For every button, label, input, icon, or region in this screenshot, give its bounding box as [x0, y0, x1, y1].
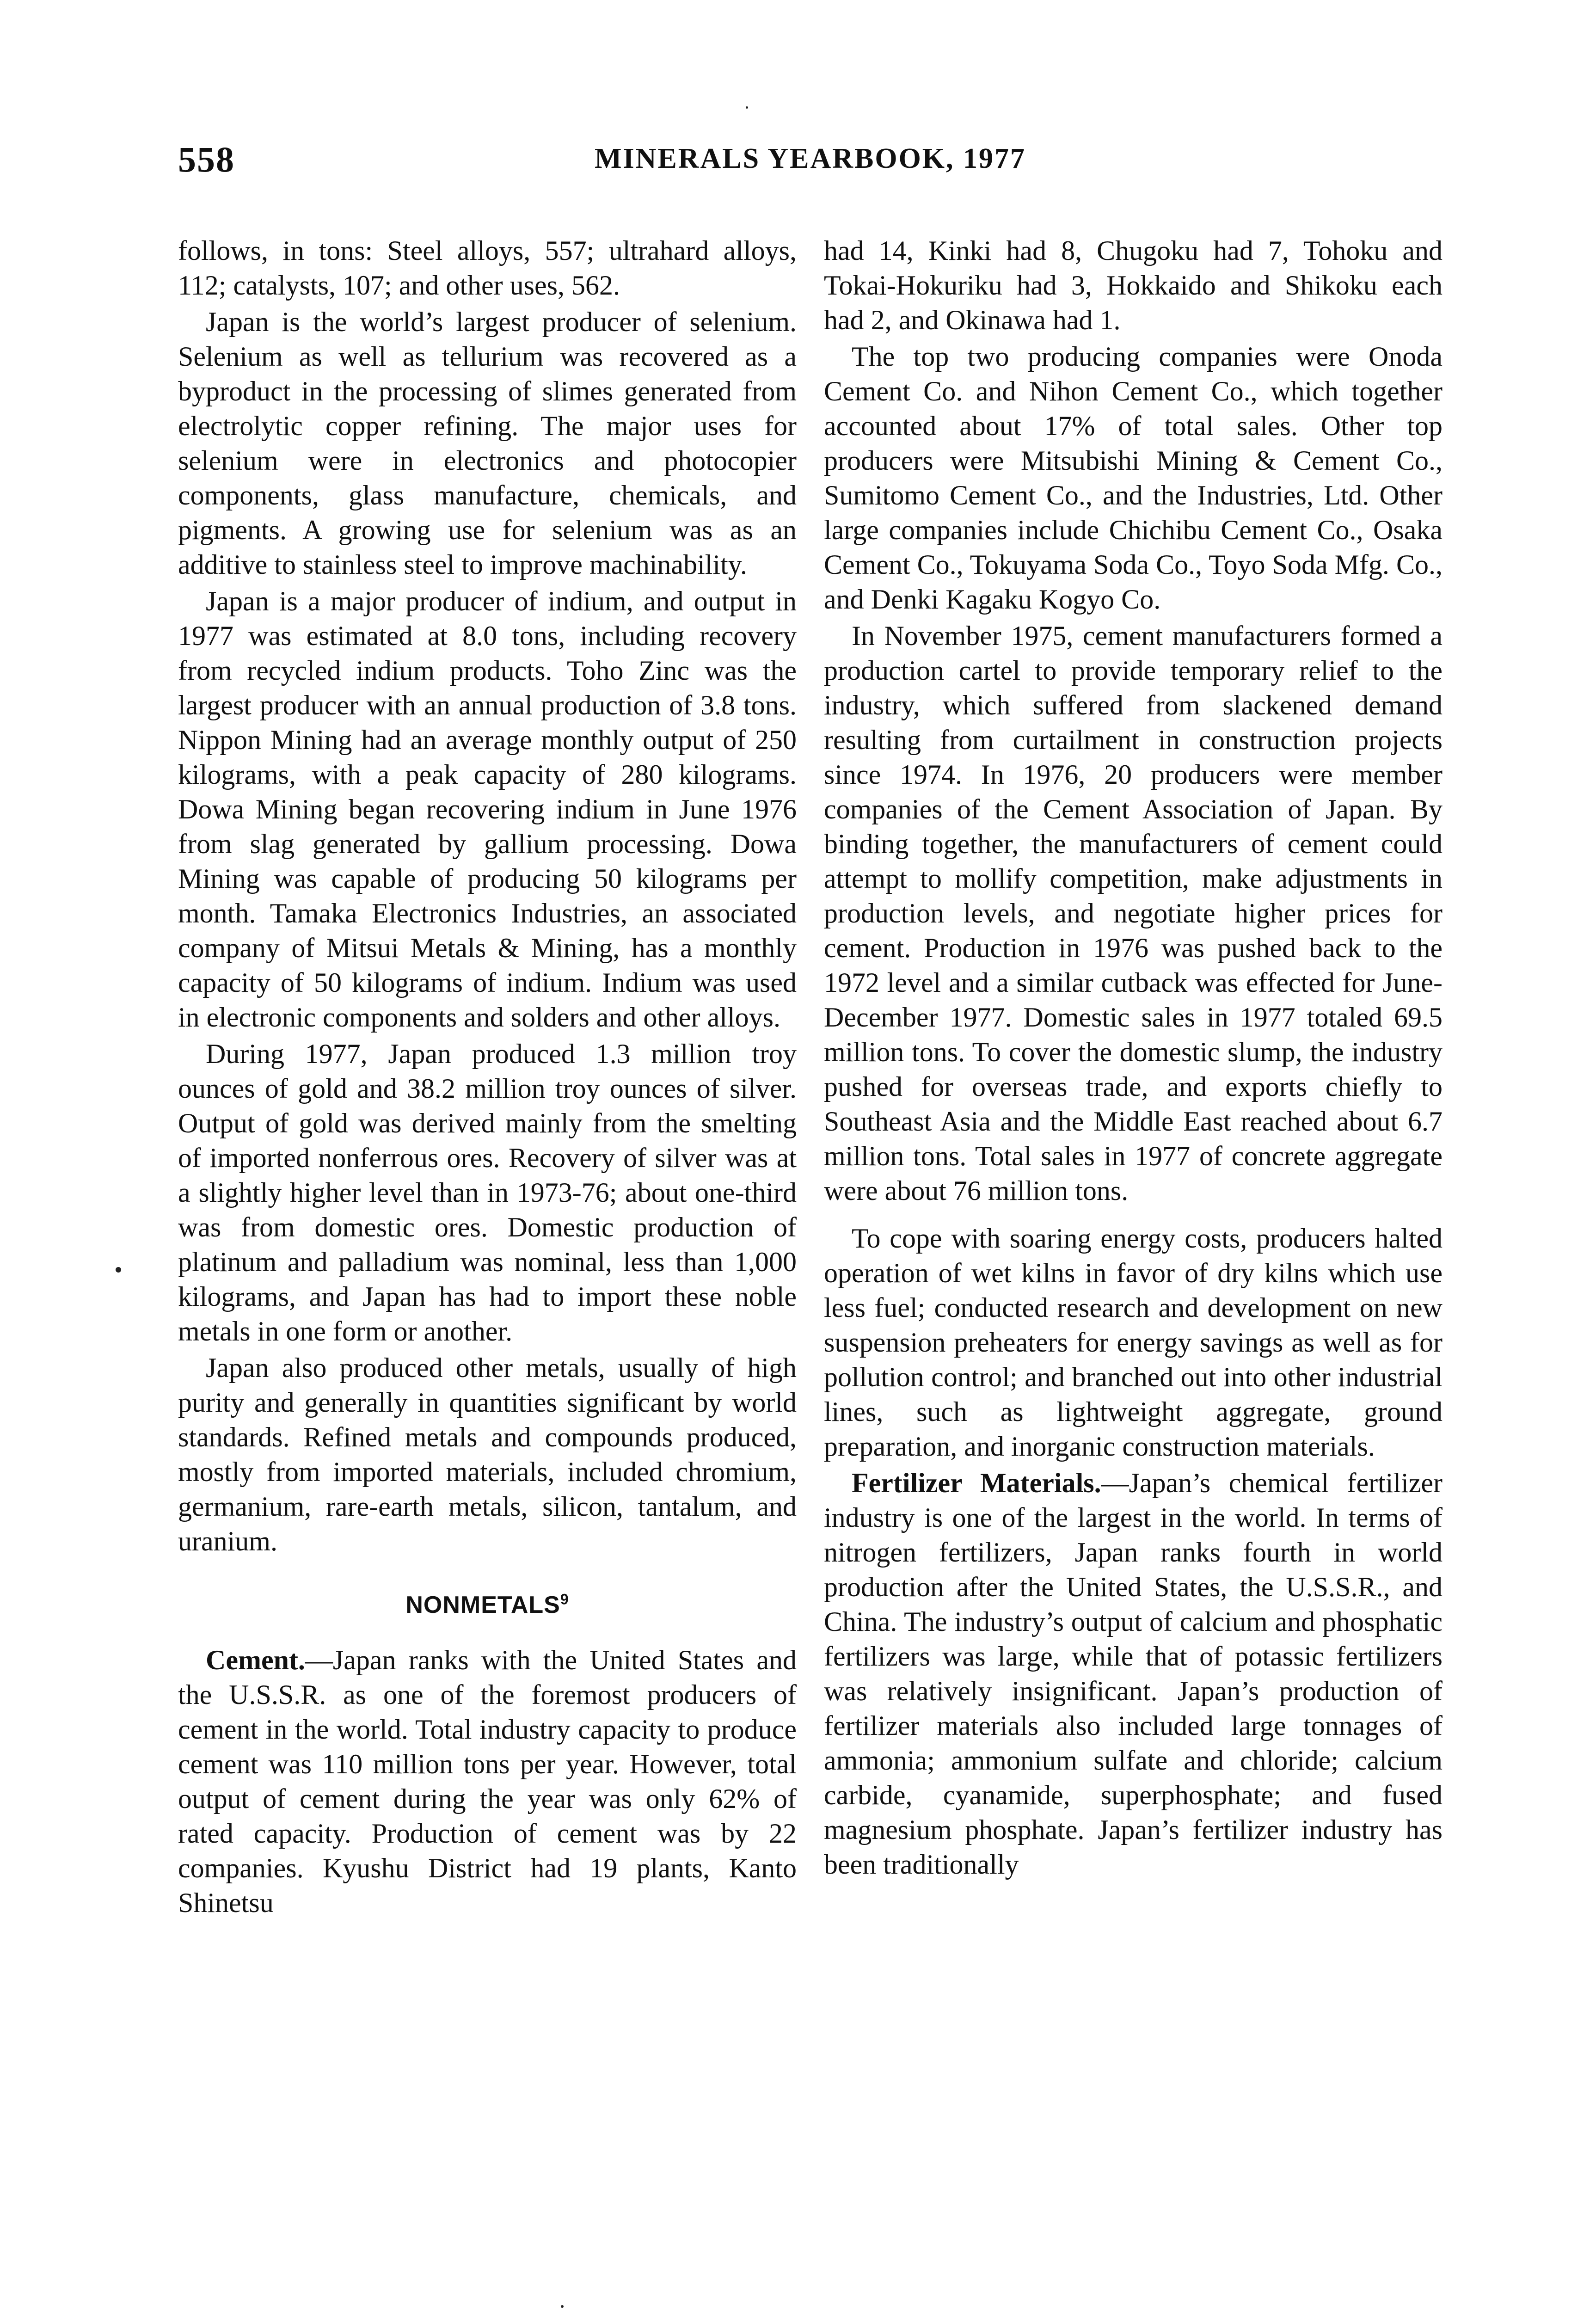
paragraph-gold-silver: During 1977, Japan produced 1.3 million troy ounces of gold and 38.2 million troy ounces of silver. Output of gold was derived mainly from the smelting of imported nonferrous ores. Recovery of silver was at a slightly higher level than in 1973-76; about one-third was from domestic ores. Domestic production of platinum and palladium was nominal, less than 1,000 kilograms, and Japan has had to import these noble metals in one form or another. — [178, 1039, 797, 1347]
cement-text: —Japan ranks with the United States and the U.S.S.R. as one of the foremost producers of cement in the world. Total industry capacity to produce cement was 110 million tons per year. However, total output of cement during the year was only 62% of rated capacity. Production of cement was by 22 companies. Kyushu District had 19 plants, Kanto Shinetsu — [178, 1645, 797, 1918]
fertilizer-run-in-heading: Fertilizer Materials. — [852, 1468, 1101, 1498]
paragraph-energy-costs: To cope with soaring energy costs, producers halted operation of wet kilns in favor of dry kilns which use less fuel; conducted research and development on new suspension preheaters for energy savings as well as for pollution control; and branched out into other industrial lines, such as lightweight aggregate, ground preparation, and inorganic construction materials. — [824, 1223, 1443, 1462]
scan-speck — [116, 1267, 121, 1273]
paragraph-continuation: follows, in tons: Steel alloys, 557; ultrahard alloys, 112; catalysts, 107; and other uses, 562. — [178, 235, 797, 301]
left-column — [178, 234, 797, 1920]
page-header — [178, 139, 1443, 190]
paragraph-cartel: In November 1975, cement manufacturers formed a production cartel to provide temporary relief to the industry, which suffered from slackened demand resulting from curtailment in construction projects since 1974. In 1976, 20 producers were member companies of the Cement Association of Japan. By binding together, the manufacturers of cement could attempt to mollify competition, make adjustments in production levels, and negotiate higher prices for cement. Production in 1976 was pushed back to the 1972 level and a similar cutback was effected for June-December 1977. Domestic sales in 1977 totaled 69.5 million tons. To cover the domestic slump, the industry pushed for overseas trade, and exports chiefly to Southeast Asia and the Middle East reached about 6.7 million tons. Total sales in 1977 of concrete aggregate were about 76 million tons. — [824, 621, 1443, 1206]
section-heading-text: NONMETALS — [405, 1592, 560, 1618]
right-column — [824, 234, 1443, 1882]
paragraph-top-producers: The top two producing companies were Onoda Cement Co. and Nihon Cement Co., which together accounted about 17% of total sales. Other top producers were Mitsubishi Mining & Cement Co., Sumitomo Cement Co., and the Industries, Ltd. Other large companies include Chichibu Cement Co., Osaka Cement Co., Tokuyama Soda Co., Toyo Soda Mfg. Co., and Denki Kagaku Kogyo Co. — [824, 341, 1443, 615]
footnote-marker: 9 — [560, 1591, 569, 1608]
scan-speck — [561, 2305, 564, 2308]
cement-run-in-heading: Cement. — [206, 1645, 305, 1675]
paragraph-cement — [178, 1643, 797, 1920]
paragraph-fertilizer — [824, 1466, 1443, 1882]
paragraph-plant-distribution: had 14, Kinki had 8, Chugoku had 7, Tohoku and Tokai-Hokuriku had 3, Hokkaido and Shikoku each had 2, and Okinawa had 1. — [824, 235, 1443, 335]
running-title: MINERALS YEARBOOK, 1977 — [594, 143, 1026, 174]
paragraph-other-metals: Japan also produced other metals, usually of high purity and generally in quantities significant by world standards. Refined metals and compounds produced, mostly from imported materials, included chromium, germanium, rare-earth metals, silicon, tantalum, and uranium. — [178, 1353, 797, 1556]
page-number: 558 — [178, 139, 235, 179]
fertilizer-text: —Japan’s chemical fertilizer industry is one of the largest in the world. In terms of nitrogen fertilizers, Japan ranks fourth in world production after the United States, the U.S.S.R., and China. The industry’s output of calcium and phosphatic fertilizers was large, while that of potassic fertilizers was relatively insignificant. Japan’s production of fertilizer materials also included large tonnages of ammonia; ammonium sulfate and chloride; calcium carbide, cyanamide, superphosphate; and fused magnesium phosphate. Japan’s fertilizer industry has been traditionally — [824, 1468, 1443, 1880]
scan-speck — [746, 106, 748, 109]
paragraph-selenium: Japan is the world’s largest producer of selenium. Selenium as well as tellurium was recovered as a byproduct in the processing of slimes generated from electrolytic copper refining. The major uses for selenium were in electronics and photocopier components, glass manufacture, chemicals, and pigments. A growing use for selenium was as an additive to stainless steel to improve machinability. — [178, 307, 797, 580]
section-heading-nonmetals — [178, 1591, 797, 1619]
paragraph-indium: Japan is a major producer of indium, and output in 1977 was estimated at 8.0 tons, including recovery from recycled indium products. Toho Zinc was the largest producer with an annual production of 3.8 tons. Nippon Mining had an average monthly output of 250 kilograms, with a peak capacity of 280 kilograms. Dowa Mining began recovering indium in June 1976 from slag generated by gallium processing. Dowa Mining was capable of producing 50 kilograms per month. Tamaka Electronics Industries, an associated company of Mitsui Metals & Mining, has a monthly capacity of 50 kilograms of indium. Indium was used in electronic components and solders and other alloys. — [178, 586, 797, 1033]
